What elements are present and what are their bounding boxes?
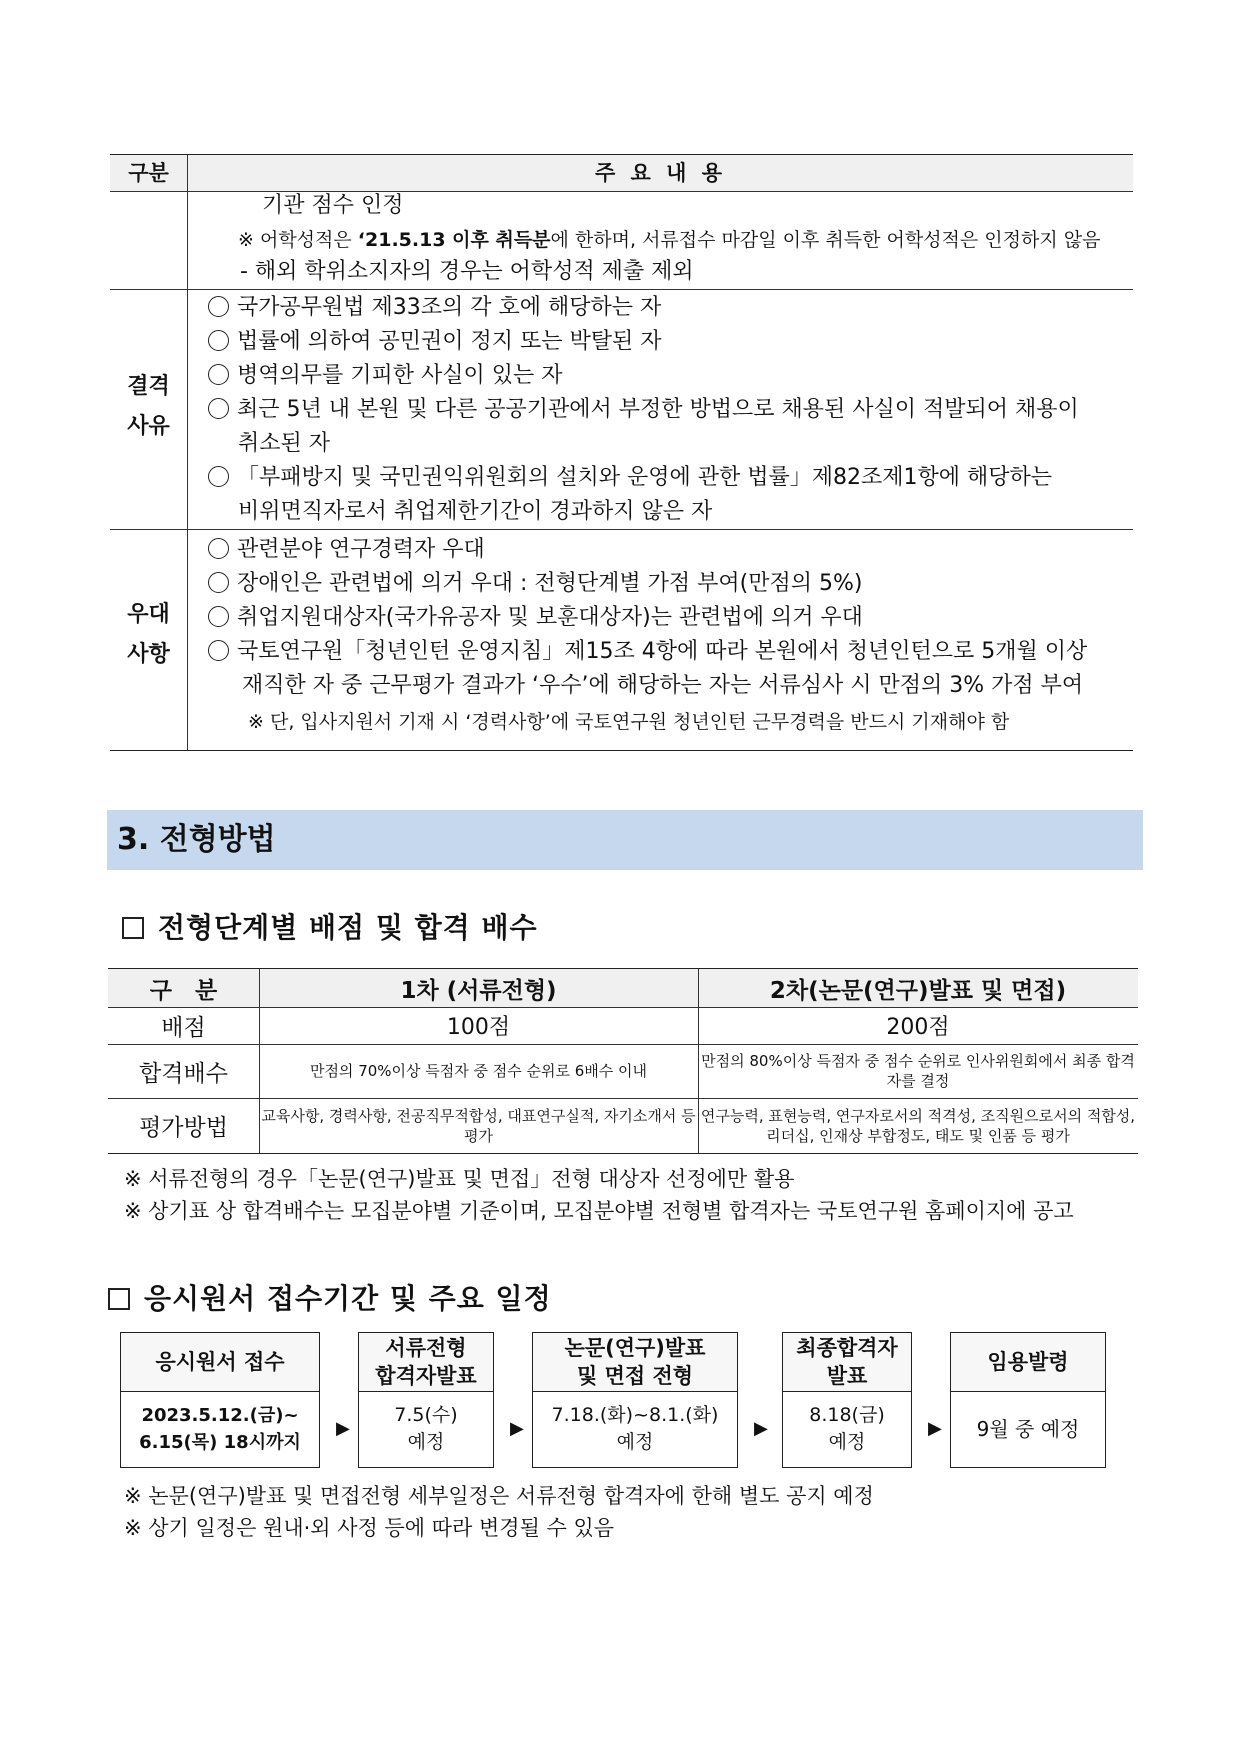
disqualification-item-cont: 취소된 자 [238, 431, 331, 456]
circle-bullet-icon [208, 538, 229, 559]
row-label-score: 배점 [161, 1015, 206, 1041]
step-date: 8.18(금) 예정 [809, 1404, 885, 1453]
eligibility-table [110, 154, 1133, 751]
step-title: 최종합격자 발표 [783, 1333, 911, 1392]
circle-bullet-icon [208, 364, 229, 385]
disqualification-item: 최근 5년 내 본원 및 다른 공공기관에서 부정한 방법으로 채용된 사실이 적발되어 채용이 [208, 395, 1079, 425]
schedule-subtitle: 응시원서 접수기간 및 주요 일정 [108, 1277, 552, 1317]
row-label-pass-ratio: 합격배수 [139, 1060, 228, 1087]
row-divider [110, 529, 1133, 530]
language-score-note: ※ 어학성적은 ‘21.5.13 이후 취득분에 한하며, 서류접수 마감일 이후 취득한 어학성적은 인정하지 않음 [238, 229, 1101, 251]
language-score-line: 기관 점수 인정 [262, 193, 404, 218]
score-note: ※ 서류전형의 경우「논문(연구)발표 및 면접」전형 대상자 선정에만 활용 [124, 1167, 795, 1191]
preference-item: 관련분야 연구경력자 우대 [208, 535, 485, 565]
section-header [107, 810, 1143, 870]
schedule-step-document-result [358, 1332, 494, 1468]
header-category: 구분 [128, 161, 169, 185]
disqualification-item: 국가공무원법 제33조의 각 호에 해당하는 자 [208, 293, 661, 323]
preference-label-1: 우대 [127, 602, 170, 627]
header-stage-1: 1차 (서류전형) [400, 977, 557, 1004]
step-date: 7.5(수) 예정 [394, 1404, 458, 1453]
checkbox-square-icon [108, 1288, 130, 1310]
preference-item: 국토연구원「청년인턴 운영지침」제15조 4항에 따라 본원에서 청년인턴으로 5개월 이상 [208, 637, 1087, 667]
circle-bullet-icon [208, 330, 229, 351]
stage2-method: 연구능력, 표현능력, 연구자로서의 적격성, 조직원으로서의 적합성, 리더십, 인재상 부합정도, 태도 및 인품 등 평가 [700, 1106, 1136, 1145]
preference-item: 취업지원대상자(국가유공자 및 보훈대상자)는 관련법에 의거 우대 [208, 603, 863, 633]
step-date: 2023.5.12.(금)~ 6.15(목) 18시까지 [139, 1405, 301, 1453]
schedule-step-final-result [782, 1332, 912, 1468]
circle-bullet-icon [208, 296, 229, 317]
preference-item: 장애인은 관련법에 의거 우대 : 전형단계별 가점 부여(만점의 5%) [208, 569, 862, 599]
stage2-pass-ratio: 만점의 80%이상 득점자 중 점수 순위로 인사위원회에서 최종 합격자를 결정 [701, 1052, 1135, 1090]
preference-note: ※ 단, 입사지원서 기재 시 ‘경력사항’에 국토연구원 청년인턴 근무경력을 반드시 기재해야 함 [248, 711, 1010, 733]
column-divider [187, 155, 188, 750]
step-title: 응시원서 접수 [121, 1333, 319, 1392]
arrow-right-icon: ▶ [754, 1418, 768, 1439]
schedule-note: ※ 논문(연구)발표 및 면접전형 세부일정은 서류전형 합격자에 한해 별도 공지 예정 [124, 1484, 874, 1508]
schedule-step-application [120, 1332, 320, 1468]
schedule-note: ※ 상기 일정은 원내·외 사정 등에 따라 변경될 수 있음 [124, 1516, 615, 1540]
circle-bullet-icon [208, 572, 229, 593]
header-stage-2: 2차(논문(연구)발표 및 면접) [769, 977, 1067, 1004]
table-header [110, 155, 1133, 192]
circle-bullet-icon [208, 606, 229, 627]
step-title: 임용발령 [951, 1333, 1105, 1392]
step-date: 9월 중 예정 [976, 1416, 1080, 1441]
circle-bullet-icon [208, 640, 229, 661]
step-title: 서류전형 합격자발표 [359, 1333, 493, 1392]
stage1-score: 100점 [446, 1015, 511, 1040]
circle-bullet-icon [208, 466, 229, 487]
header-content: 주 요 내 용 [594, 161, 727, 185]
stage1-pass-ratio: 만점의 70%이상 득점자 중 점수 순위로 6배수 이내 [309, 1062, 648, 1080]
score-note: ※ 상기표 상 합격배수는 모집분야별 기준이며, 모집분야별 전형별 합격자는 국토연구원 홈페이지에 공고 [124, 1199, 1074, 1223]
row-divider [110, 289, 1133, 290]
schedule-step-interview [532, 1332, 738, 1468]
preference-label-2: 사항 [127, 642, 170, 667]
row-label-method: 평가방법 [139, 1115, 228, 1141]
step-title: 논문(연구)발표 및 면접 전형 [533, 1333, 737, 1392]
disqualification-item: 병역의무를 기피한 사실이 있는 자 [208, 361, 563, 391]
arrow-right-icon: ▶ [510, 1418, 524, 1439]
stage1-method: 교육사항, 경력사항, 전공직무적합성, 대표연구실적, 자기소개서 등 평가 [261, 1106, 696, 1145]
disqualification-label-2: 사유 [127, 414, 170, 439]
schedule-step-appointment [950, 1332, 1106, 1468]
score-table [108, 968, 1138, 1154]
preference-item-cont: 재직한 자 중 근무평가 결과가 ‘우수’에 해당하는 자는 서류심사 시 만점의 3% 가점 부여 [242, 673, 1084, 698]
arrow-right-icon: ▶ [928, 1418, 942, 1439]
disqualification-label-1: 결격 [127, 374, 170, 399]
checkbox-square-icon [122, 917, 144, 939]
stage2-score: 200점 [886, 1015, 950, 1040]
header-category: 구 분 [149, 977, 218, 1004]
disqualification-item-cont: 비위면직자로서 취업제한기간이 경과하지 않은 자 [238, 499, 713, 524]
step-date: 7.18.(화)~8.1.(화) 예정 [551, 1404, 719, 1453]
disqualification-item: 「부패방지 및 국민권익위원회의 설치와 운영에 관한 법률」제82조제1항에 해당하는 [208, 463, 1052, 493]
score-subtitle: 전형단계별 배점 및 합격 배수 [122, 906, 538, 946]
arrow-right-icon: ▶ [336, 1418, 350, 1439]
circle-bullet-icon [208, 398, 229, 419]
section-title: 3. 전형방법 [117, 822, 276, 857]
overseas-degree-line: - 해외 학위소지자의 경우는 어학성적 제출 제외 [240, 259, 694, 284]
disqualification-item: 법률에 의하여 공민권이 정지 또는 박탈된 자 [208, 327, 662, 357]
